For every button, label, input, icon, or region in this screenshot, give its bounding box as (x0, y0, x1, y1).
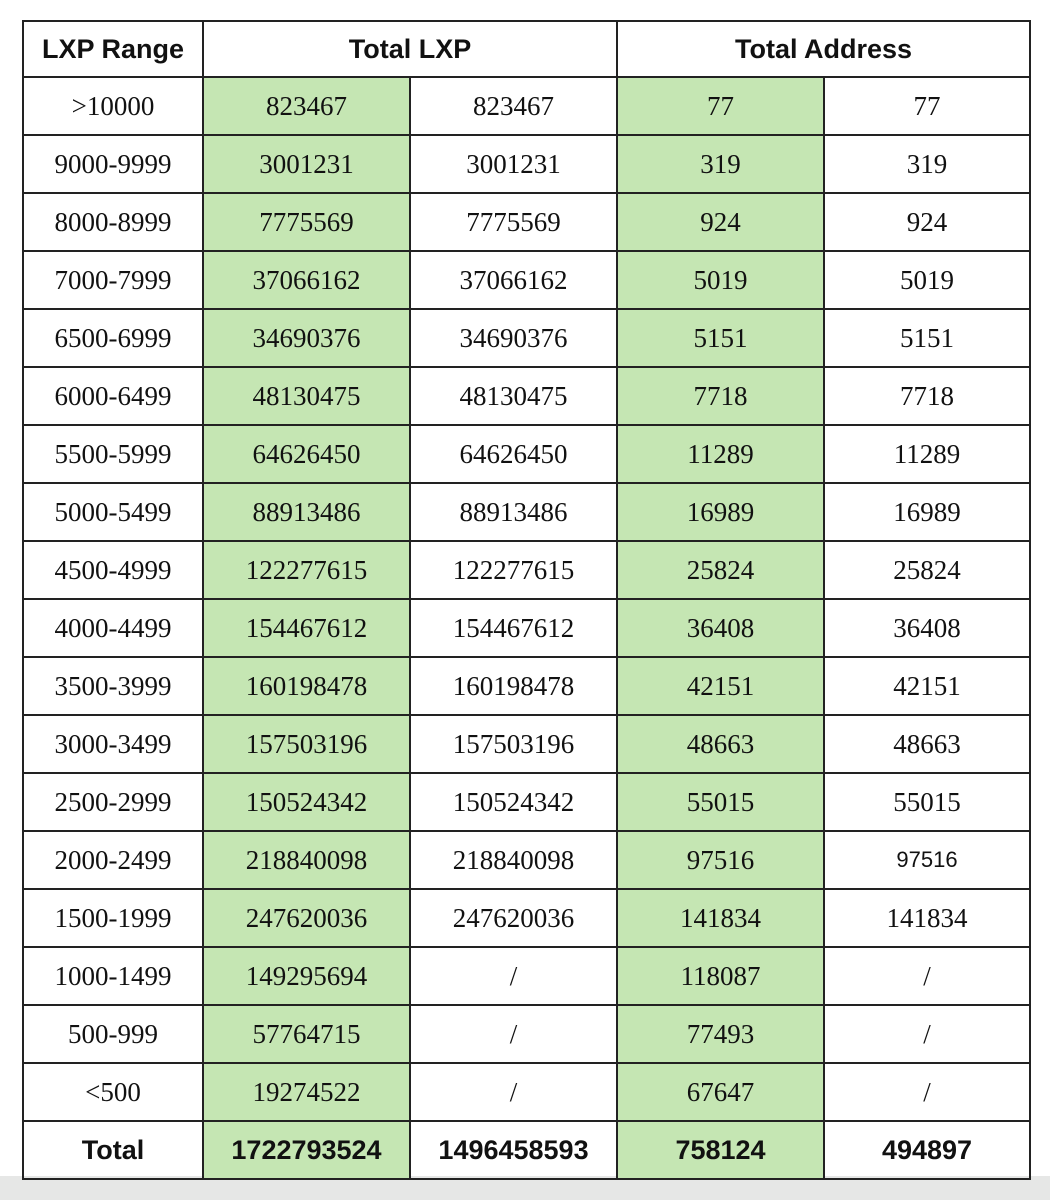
row-total-address-all: 16989 (617, 483, 824, 541)
row-range: 3500-3999 (23, 657, 203, 715)
row-total-address-subset: 7718 (824, 367, 1030, 425)
total-lxp-all: 1722793524 (203, 1121, 410, 1179)
row-total-address-all: 7718 (617, 367, 824, 425)
row-total-lxp-subset: 48130475 (410, 367, 617, 425)
row-total-address-all: 48663 (617, 715, 824, 773)
row-total-address-all: 67647 (617, 1063, 824, 1121)
header-total-lxp: Total LXP (203, 21, 617, 77)
row-total-address-subset: / (824, 1005, 1030, 1063)
table-row (23, 889, 1030, 947)
row-total-lxp-all: 64626450 (203, 425, 410, 483)
row-total-lxp-all: 37066162 (203, 251, 410, 309)
row-total-lxp-subset: 37066162 (410, 251, 617, 309)
row-total-address-all: 11289 (617, 425, 824, 483)
table-row (23, 309, 1030, 367)
row-total-address-subset: 141834 (824, 889, 1030, 947)
row-total-lxp-all: 247620036 (203, 889, 410, 947)
row-total-lxp-all: 34690376 (203, 309, 410, 367)
row-total-lxp-subset: 150524342 (410, 773, 617, 831)
row-total-lxp-all: 122277615 (203, 541, 410, 599)
row-total-lxp-subset: 3001231 (410, 135, 617, 193)
row-range: 2000-2499 (23, 831, 203, 889)
row-total-lxp-all: 823467 (203, 77, 410, 135)
header-total-address: Total Address (617, 21, 1030, 77)
row-total-address-all: 319 (617, 135, 824, 193)
table-row (23, 773, 1030, 831)
table-row (23, 193, 1030, 251)
row-total-address-all: 55015 (617, 773, 824, 831)
row-range: 1500-1999 (23, 889, 203, 947)
row-total-address-all: 77493 (617, 1005, 824, 1063)
row-total-address-subset: 5019 (824, 251, 1030, 309)
row-range: 9000-9999 (23, 135, 203, 193)
total-address-all: 758124 (617, 1121, 824, 1179)
row-total-lxp-subset: 823467 (410, 77, 617, 135)
row-total-lxp-subset: 247620036 (410, 889, 617, 947)
row-total-address-all: 5019 (617, 251, 824, 309)
table-row (23, 599, 1030, 657)
row-total-address-all: 77 (617, 77, 824, 135)
table-row (23, 541, 1030, 599)
row-range: >10000 (23, 77, 203, 135)
row-total-lxp-subset: 64626450 (410, 425, 617, 483)
row-total-lxp-subset: 7775569 (410, 193, 617, 251)
table-row (23, 251, 1030, 309)
row-total-address-all: 118087 (617, 947, 824, 1005)
row-total-address-subset: 36408 (824, 599, 1030, 657)
row-range: 2500-2999 (23, 773, 203, 831)
row-total-address-all: 5151 (617, 309, 824, 367)
total-row (23, 1121, 1030, 1179)
row-total-lxp-all: 157503196 (203, 715, 410, 773)
row-total-address-all: 924 (617, 193, 824, 251)
table-row (23, 947, 1030, 1005)
row-range: 1000-1499 (23, 947, 203, 1005)
row-total-lxp-subset: 122277615 (410, 541, 617, 599)
row-total-lxp-all: 150524342 (203, 773, 410, 831)
row-total-address-subset: 48663 (824, 715, 1030, 773)
row-range: 6000-6499 (23, 367, 203, 425)
row-total-address-subset: / (824, 947, 1030, 1005)
table-row (23, 77, 1030, 135)
row-total-lxp-all: 3001231 (203, 135, 410, 193)
table-row (23, 135, 1030, 193)
row-total-lxp-all: 88913486 (203, 483, 410, 541)
row-range: 4500-4999 (23, 541, 203, 599)
row-total-lxp-all: 57764715 (203, 1005, 410, 1063)
row-total-lxp-subset: 160198478 (410, 657, 617, 715)
table-row (23, 1063, 1030, 1121)
row-total-lxp-subset: / (410, 1063, 617, 1121)
row-range: 500-999 (23, 1005, 203, 1063)
row-range: 3000-3499 (23, 715, 203, 773)
row-total-address-subset: 5151 (824, 309, 1030, 367)
row-total-lxp-all: 218840098 (203, 831, 410, 889)
row-total-lxp-all: 19274522 (203, 1063, 410, 1121)
header-lxp-range: LXP Range (23, 21, 203, 77)
row-total-lxp-all: 48130475 (203, 367, 410, 425)
table-row (23, 367, 1030, 425)
row-total-lxp-all: 154467612 (203, 599, 410, 657)
table-row (23, 1005, 1030, 1063)
row-total-lxp-all: 7775569 (203, 193, 410, 251)
row-total-lxp-all: 160198478 (203, 657, 410, 715)
row-range: <500 (23, 1063, 203, 1121)
row-total-address-subset: 16989 (824, 483, 1030, 541)
row-total-address-all: 25824 (617, 541, 824, 599)
row-range: 8000-8999 (23, 193, 203, 251)
row-range: 7000-7999 (23, 251, 203, 309)
row-total-address-subset: 319 (824, 135, 1030, 193)
row-range: 5000-5499 (23, 483, 203, 541)
row-total-address-subset: 97516 (824, 831, 1030, 889)
row-total-address-subset: 55015 (824, 773, 1030, 831)
row-total-address-subset: 924 (824, 193, 1030, 251)
row-total-address-all: 97516 (617, 831, 824, 889)
row-range: 6500-6999 (23, 309, 203, 367)
total-label: Total (23, 1121, 203, 1179)
row-range: 4000-4499 (23, 599, 203, 657)
table-body (23, 77, 1030, 1121)
row-total-lxp-subset: / (410, 947, 617, 1005)
row-total-address-all: 42151 (617, 657, 824, 715)
row-total-lxp-all: 149295694 (203, 947, 410, 1005)
row-total-address-all: 36408 (617, 599, 824, 657)
row-total-lxp-subset: 218840098 (410, 831, 617, 889)
header-row (23, 21, 1030, 77)
table-row (23, 831, 1030, 889)
table-row (23, 483, 1030, 541)
table-row (23, 715, 1030, 773)
row-total-lxp-subset: 157503196 (410, 715, 617, 773)
row-total-address-subset: 25824 (824, 541, 1030, 599)
total-address-subset: 494897 (824, 1121, 1030, 1179)
table-row (23, 657, 1030, 715)
row-total-lxp-subset: 88913486 (410, 483, 617, 541)
row-total-address-subset: 11289 (824, 425, 1030, 483)
lxp-distribution-table (22, 20, 1031, 1180)
row-total-address-subset: 42151 (824, 657, 1030, 715)
row-total-address-subset: / (824, 1063, 1030, 1121)
row-range: 5500-5999 (23, 425, 203, 483)
row-total-lxp-subset: 34690376 (410, 309, 617, 367)
row-total-address-all: 141834 (617, 889, 824, 947)
table-row (23, 425, 1030, 483)
row-total-lxp-subset: / (410, 1005, 617, 1063)
total-lxp-subset: 1496458593 (410, 1121, 617, 1179)
row-total-address-subset: 77 (824, 77, 1030, 135)
row-total-lxp-subset: 154467612 (410, 599, 617, 657)
